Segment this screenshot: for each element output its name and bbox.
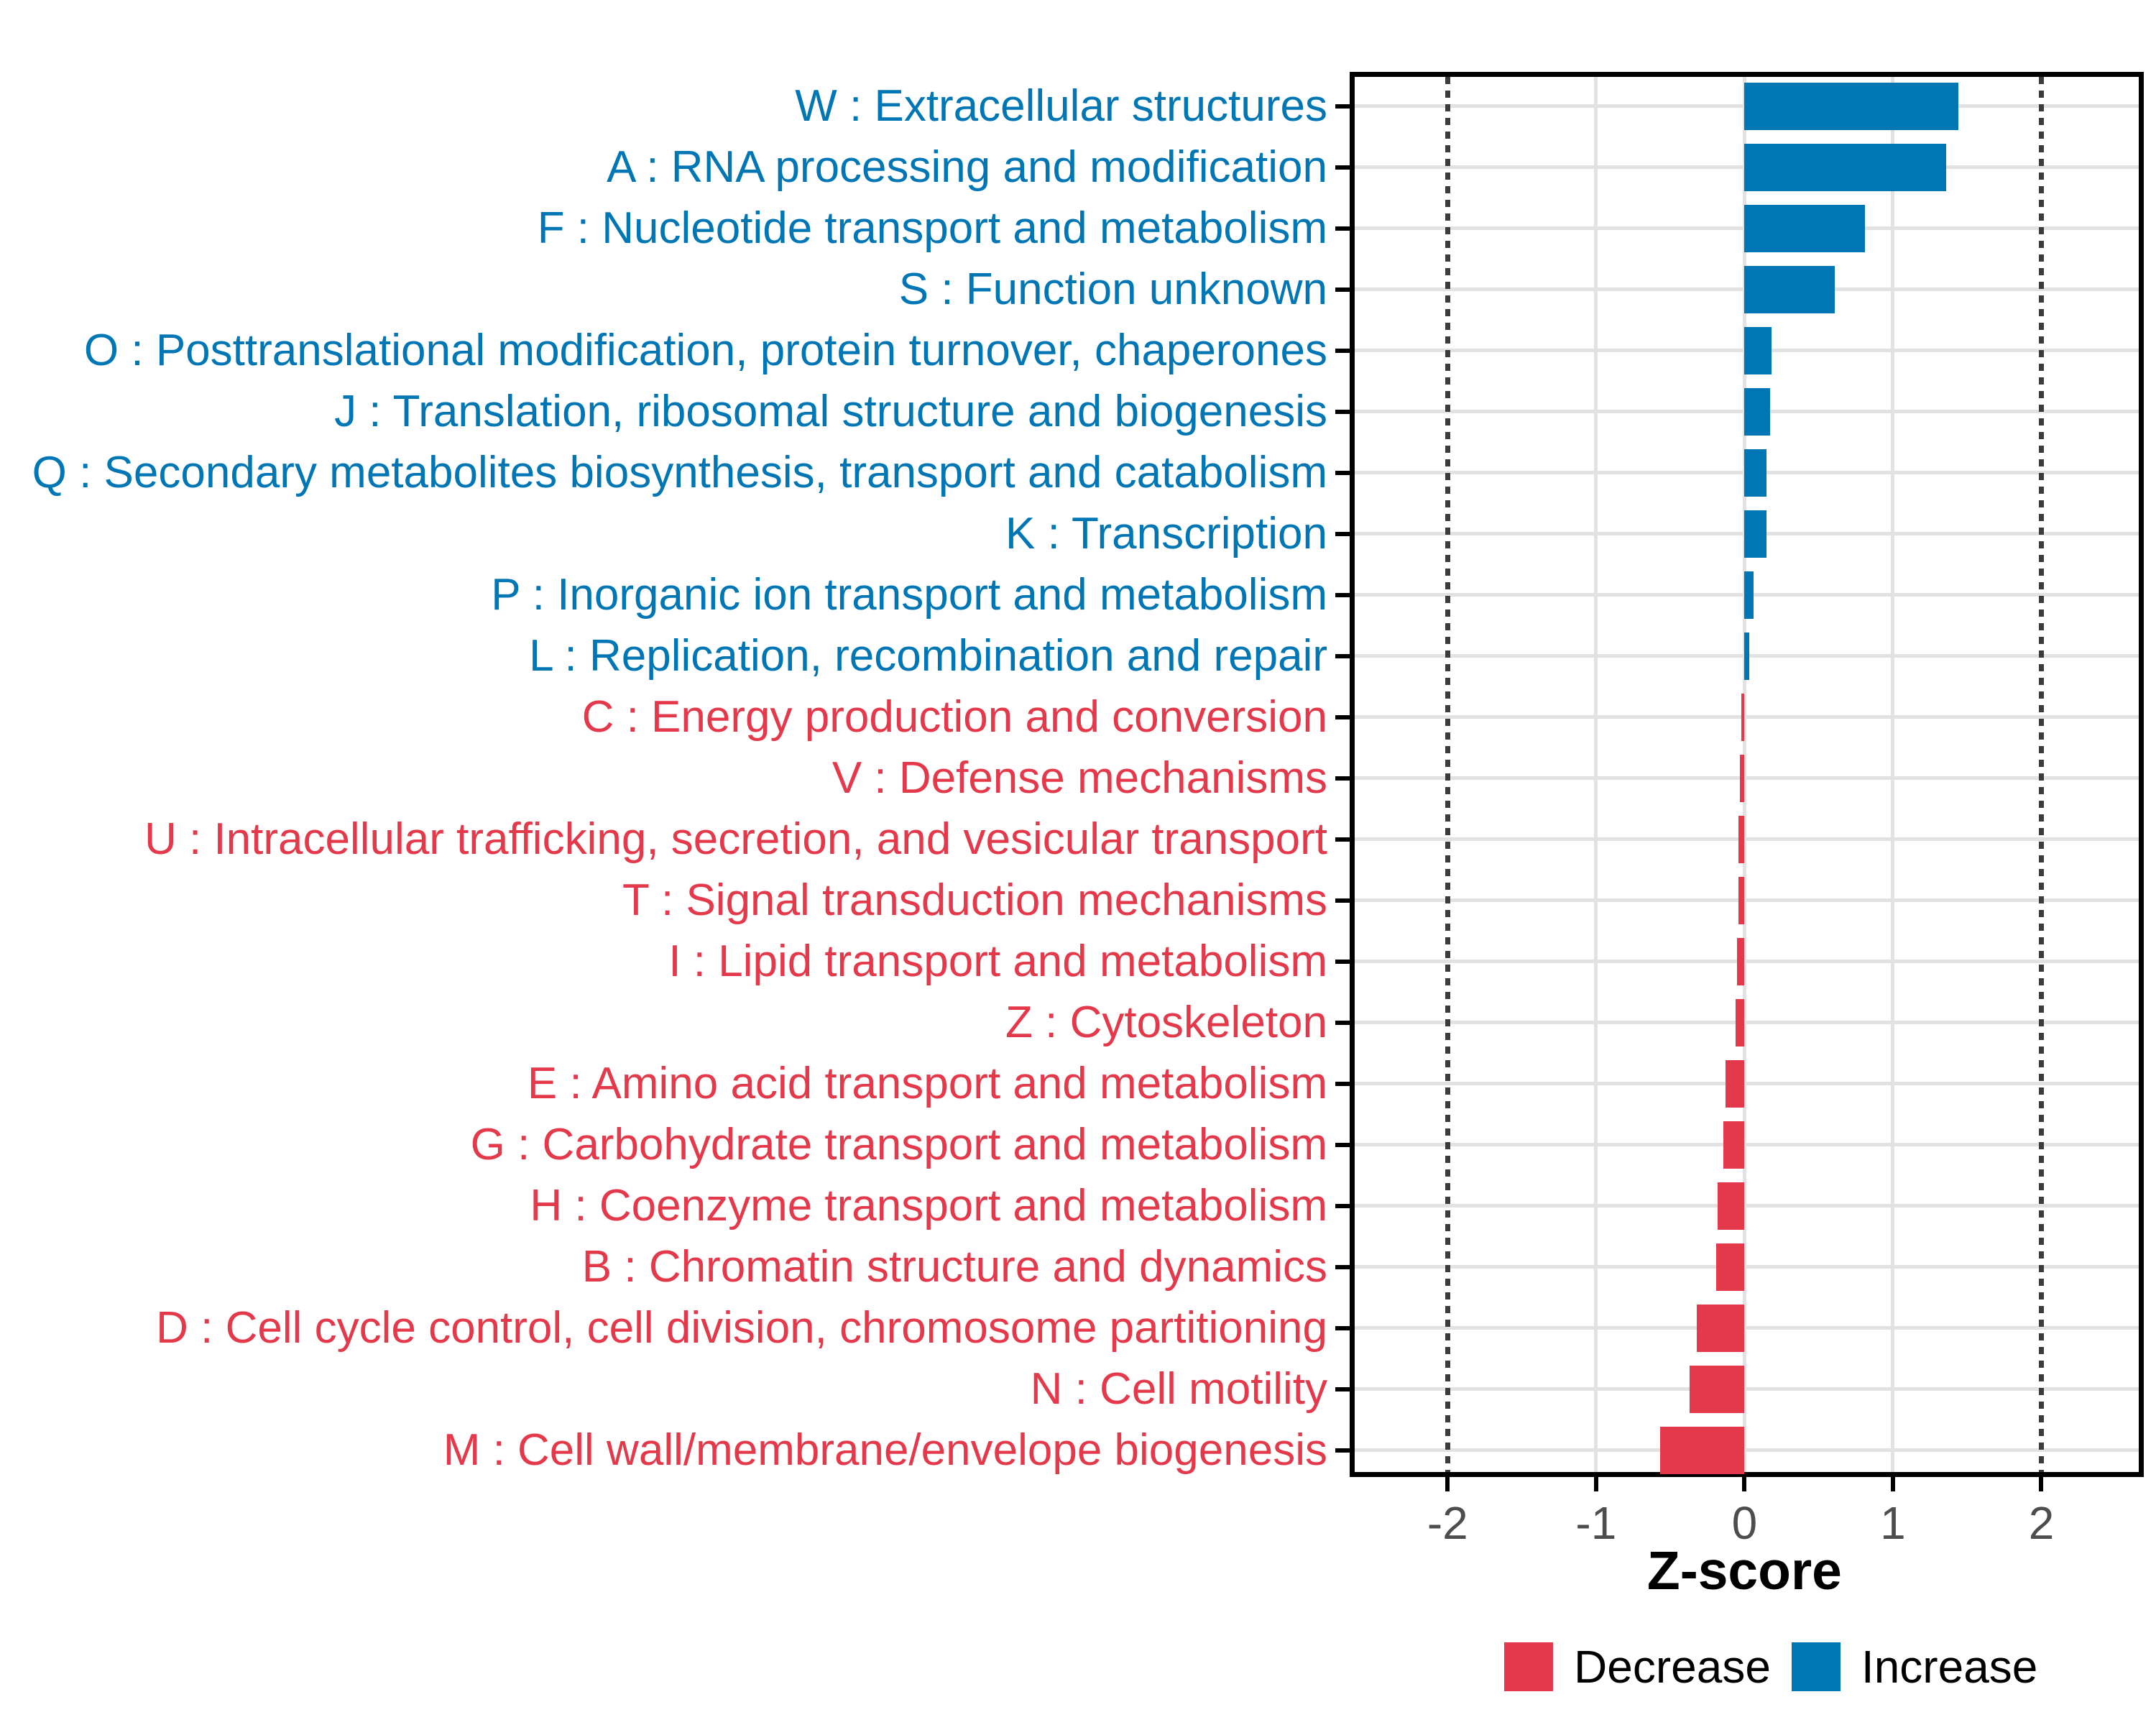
bar-z — [1736, 999, 1744, 1046]
gridline-vertical — [1891, 77, 1894, 1472]
x-axis-tick — [2039, 1477, 2043, 1491]
y-axis-label-q: Q : Secondary metabolites biosynthesis, transport and catabolism — [32, 448, 1327, 497]
y-axis-tick — [1335, 471, 1350, 475]
bar-i — [1737, 938, 1744, 985]
gridline-horizontal — [1355, 1021, 2139, 1024]
gridline-horizontal — [1355, 1143, 2139, 1146]
y-axis-tick — [1335, 532, 1350, 536]
bar-u — [1738, 816, 1744, 863]
gridline-horizontal — [1355, 1326, 2139, 1330]
y-axis-tick — [1335, 1021, 1350, 1025]
bar-k — [1744, 510, 1766, 558]
x-axis-tick-label: 2 — [2028, 1497, 2055, 1549]
gridline-horizontal — [1355, 1448, 2139, 1452]
y-axis-label-d: D : Cell cycle control, cell division, chromosome partitioning — [156, 1303, 1327, 1353]
gridline-horizontal — [1355, 1387, 2139, 1391]
bar-q — [1744, 449, 1766, 497]
bar-g — [1723, 1121, 1744, 1169]
y-axis-label-i: I : Lipid transport and metabolism — [668, 937, 1327, 986]
y-axis-tick — [1335, 1082, 1350, 1086]
y-axis-label-h: H : Coenzyme transport and metabolism — [530, 1181, 1327, 1230]
bar-v — [1740, 755, 1744, 802]
gridline-horizontal — [1355, 1082, 2139, 1085]
y-axis-tick — [1335, 165, 1350, 170]
bar-w — [1744, 83, 1958, 130]
y-axis-label-u: U : Intracellular trafficking, secretion, and vesicular transport — [144, 814, 1327, 864]
y-axis-label-w: W : Extracellular structures — [795, 81, 1327, 131]
bar-e — [1726, 1060, 1745, 1108]
y-axis-tick — [1335, 288, 1350, 292]
bar-j — [1744, 388, 1769, 436]
x-axis-tick-label: -1 — [1575, 1497, 1617, 1549]
y-axis-tick — [1335, 1387, 1350, 1392]
bar-p — [1744, 571, 1753, 619]
gridline-horizontal — [1355, 960, 2139, 963]
x-axis-tick-label: 1 — [1880, 1497, 1906, 1549]
y-axis-tick — [1335, 1265, 1350, 1269]
y-axis-label-j: J : Translation, ribosomal structure and biogenesis — [334, 387, 1327, 436]
bar-t — [1738, 877, 1744, 924]
y-axis-label-o: O : Posttranslational modification, protein turnover, chaperones — [83, 326, 1327, 375]
bar-b — [1716, 1243, 1744, 1291]
y-axis-label-z: Z : Cytoskeleton — [1005, 998, 1327, 1047]
y-axis-label-e: E : Amino acid transport and metabolism — [527, 1059, 1327, 1108]
gridline-horizontal — [1355, 776, 2139, 780]
y-axis-tick — [1335, 226, 1350, 231]
reference-line — [1445, 77, 1450, 1472]
x-axis-tick — [1742, 1477, 1746, 1491]
bar-s — [1744, 266, 1835, 313]
legend-swatch-increase — [1792, 1642, 1841, 1691]
y-axis-tick — [1335, 837, 1350, 842]
y-axis-label-a: A : RNA processing and modification — [607, 142, 1327, 192]
gridline-horizontal — [1355, 715, 2139, 719]
bar-m — [1660, 1427, 1745, 1474]
legend-swatch-decrease — [1504, 1642, 1553, 1691]
y-axis-label-l: L : Replication, recombination and repair — [529, 631, 1327, 681]
gridline-horizontal — [1355, 898, 2139, 902]
y-axis-tick — [1335, 898, 1350, 903]
y-axis-label-m: M : Cell wall/membrane/envelope biogenesis — [443, 1425, 1327, 1475]
y-axis-tick — [1335, 960, 1350, 964]
y-axis-tick — [1335, 1143, 1350, 1147]
y-axis-tick — [1335, 654, 1350, 658]
x-axis-title: Z-score — [1646, 1540, 1842, 1601]
y-axis-label-p: P : Inorganic ion transport and metabolism — [491, 570, 1327, 620]
x-axis-tick-label: -2 — [1427, 1497, 1468, 1549]
y-axis-label-b: B : Chromatin structure and dynamics — [581, 1242, 1327, 1292]
gridline-vertical — [1594, 77, 1598, 1472]
bar-h — [1718, 1182, 1744, 1230]
y-axis-tick — [1335, 349, 1350, 353]
y-axis-tick — [1335, 1326, 1350, 1330]
y-axis-label-c: C : Energy production and conversion — [581, 692, 1327, 742]
bar-n — [1690, 1366, 1744, 1413]
y-axis-tick — [1335, 410, 1350, 414]
y-axis-label-s: S : Function unknown — [898, 264, 1327, 314]
bar-a — [1744, 144, 1946, 191]
y-axis-label-n: N : Cell motility — [1030, 1364, 1327, 1414]
legend-label-decrease: Decrease — [1574, 1641, 1771, 1693]
legend-label-increase: Increase — [1861, 1641, 2038, 1693]
y-axis-tick — [1335, 776, 1350, 781]
bar-o — [1744, 327, 1771, 374]
y-axis-tick — [1335, 1204, 1350, 1208]
legend — [1504, 1642, 2037, 1691]
y-axis-tick — [1335, 104, 1350, 109]
y-axis-tick — [1335, 1448, 1350, 1453]
bar-d — [1697, 1305, 1744, 1352]
gridline-horizontal — [1355, 1265, 2139, 1269]
gridline-horizontal — [1355, 837, 2139, 841]
x-axis-tick — [1891, 1477, 1895, 1491]
y-axis-label-f: F : Nucleotide transport and metabolism — [537, 203, 1327, 253]
y-axis-label-t: T : Signal transduction mechanisms — [622, 875, 1327, 925]
y-axis-label-g: G : Carbohydrate transport and metabolism — [470, 1120, 1327, 1169]
bar-c — [1741, 694, 1744, 741]
reference-line — [2039, 77, 2044, 1472]
y-axis-label-v: V : Defense mechanisms — [831, 753, 1327, 803]
plot-panel — [1350, 72, 2144, 1477]
bar-l — [1744, 632, 1749, 680]
x-axis-tick — [1594, 1477, 1598, 1491]
x-axis-tick — [1445, 1477, 1450, 1491]
gridline-horizontal — [1355, 1204, 2139, 1208]
y-axis-tick — [1335, 715, 1350, 719]
y-axis-tick — [1335, 593, 1350, 597]
y-axis-label-k: K : Transcription — [1005, 509, 1327, 558]
x-axis-tick-label: 0 — [1731, 1497, 1758, 1549]
bar-f — [1744, 205, 1864, 252]
